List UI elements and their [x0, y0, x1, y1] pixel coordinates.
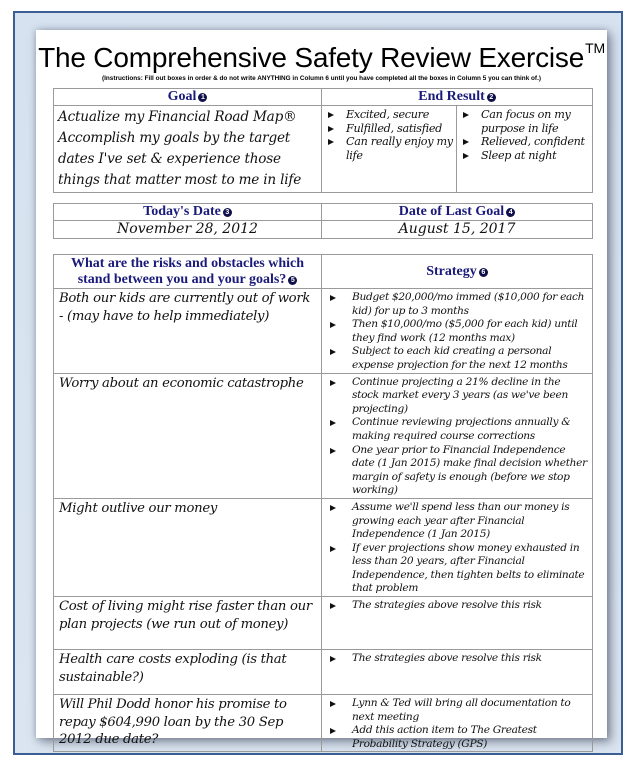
last-goal-date-cell[interactable]: August 15, 2017 — [322, 221, 593, 239]
strategy-item: Assume we'll spend less than our money is growing each year after Financial Independence (1 Jan 2015) — [322, 501, 590, 542]
risk-row — [54, 650, 593, 695]
risk-row — [54, 373, 593, 498]
strategy-item: If ever projections show money exhausted in less than 20 years, after Financial Independence, then tighten belts to eliminate that problem — [322, 542, 590, 596]
goal-header — [54, 89, 322, 106]
goal-line: Accomplish my goals by the target — [58, 130, 291, 146]
strategy-item: The strategies above resolve this risk — [322, 599, 590, 613]
end-result-item: Excited, secure — [322, 108, 454, 122]
goal-line: Actualize my Financial Road Map® — [58, 109, 297, 125]
strategy-item: Budget $20,000/mo immed ($10,000 for each kid) for up to 3 months — [322, 291, 590, 318]
risks-table — [53, 254, 593, 752]
risk-row — [54, 597, 593, 650]
strategy-item: Lynn & Ted will bring all documentation to next meeting — [322, 697, 590, 724]
risks-header-label: What are the risks and obstacles which stand between you and your goals? — [70, 255, 305, 287]
strategy-list — [322, 499, 592, 596]
step-5-badge: 5 — [288, 276, 297, 285]
title-text: The Comprehensive Safety Review Exercise — [38, 42, 585, 73]
goal-cell[interactable] — [54, 106, 322, 193]
last-goal-date-header — [322, 204, 593, 221]
end-result-header-label: End Result — [418, 89, 485, 104]
risk-cell[interactable]: Cost of living might rise faster than our plan projects (we run out of money) — [54, 597, 322, 650]
strategy-list — [322, 695, 592, 751]
todays-date-cell[interactable]: November 28, 2012 — [54, 221, 322, 239]
strategy-item: Subject to each kid creating a personal expense projection for the next 12 months — [322, 345, 590, 372]
risk-row — [54, 695, 593, 752]
end-result-header — [322, 89, 593, 106]
todays-date-header — [54, 204, 322, 221]
todays-date-header-label: Today's Date — [143, 204, 221, 219]
goal-line: dates I've set & experience those — [58, 151, 281, 167]
step-2-badge: 2 — [487, 93, 496, 102]
strategy-cell[interactable] — [322, 498, 593, 596]
last-goal-date-header-label: Date of Last Goal — [398, 204, 505, 219]
step-4-badge: 4 — [506, 208, 515, 217]
risk-row — [54, 289, 593, 374]
risk-cell[interactable]: Might outlive our money — [54, 498, 322, 596]
dates-table — [53, 203, 593, 239]
strategy-item: Add this action item to The Greatest Probability Strategy (GPS) — [322, 724, 590, 751]
goal-header-label: Goal — [167, 89, 197, 104]
end-result-item: Can really enjoy my life — [322, 135, 454, 162]
step-3-badge: 3 — [223, 208, 232, 217]
strategy-item: Then $10,000/mo ($5,000 for each kid) until they find work (12 months max) — [322, 318, 590, 345]
end-result-right-cell[interactable] — [457, 106, 593, 193]
risks-header — [54, 255, 322, 289]
end-result-list-left — [322, 106, 456, 162]
strategy-cell[interactable] — [322, 597, 593, 650]
trademark-symbol: TM — [585, 40, 605, 56]
goal-line: things that matter most to me in life — [58, 172, 302, 188]
step-1-badge: 1 — [198, 93, 207, 102]
strategy-list — [322, 374, 592, 498]
strategy-item: Continue projecting a 21% decline in the stock market every 3 years (as we've been projecting) — [322, 376, 590, 417]
risk-cell[interactable]: Health care costs exploding (is that sustainable?) — [54, 650, 322, 695]
strategy-cell[interactable] — [322, 650, 593, 695]
strategy-list — [322, 289, 592, 373]
strategy-list — [322, 650, 592, 666]
strategy-item: Continue reviewing projections annually & making required course corrections — [322, 416, 590, 443]
end-result-item: Fulfilled, satisfied — [322, 122, 454, 136]
strategy-header — [322, 255, 593, 289]
strategy-cell[interactable] — [322, 289, 593, 374]
goal-table — [53, 88, 593, 193]
strategy-cell[interactable] — [322, 695, 593, 752]
risk-cell[interactable]: Both our kids are currently out of work - (may have to help immediately) — [54, 289, 322, 374]
end-result-list-right — [457, 106, 592, 162]
end-result-item: Sleep at night — [457, 149, 590, 163]
strategy-list — [322, 597, 592, 613]
end-result-left-cell[interactable] — [322, 106, 457, 193]
document-page — [36, 30, 607, 750]
strategy-item: One year prior to Financial Independence date (1 Jan 2015) make final decision whether margin of safety is enough (before we stop working) — [322, 444, 590, 498]
step-6-badge: 6 — [479, 268, 488, 277]
end-result-item: Can focus on my purpose in life — [457, 108, 590, 135]
document-title — [36, 40, 607, 74]
strategy-cell[interactable] — [322, 373, 593, 498]
risk-cell[interactable]: Worry about an economic catastrophe — [54, 373, 322, 498]
end-result-item: Relieved, confident — [457, 135, 590, 149]
risk-cell[interactable]: Will Phil Dodd honor his promise to repay $604,990 loan by the 30 Sep 2012 due date? — [54, 695, 322, 752]
risk-row — [54, 498, 593, 596]
strategy-item: The strategies above resolve this risk — [322, 652, 590, 666]
strategy-header-label: Strategy — [426, 263, 477, 279]
instructions-text: (Instructions: Fill out boxes in order & do not write ANYTHING in Column 6 until you have completed all the boxes in Column 5 you can think of.) — [102, 75, 541, 82]
